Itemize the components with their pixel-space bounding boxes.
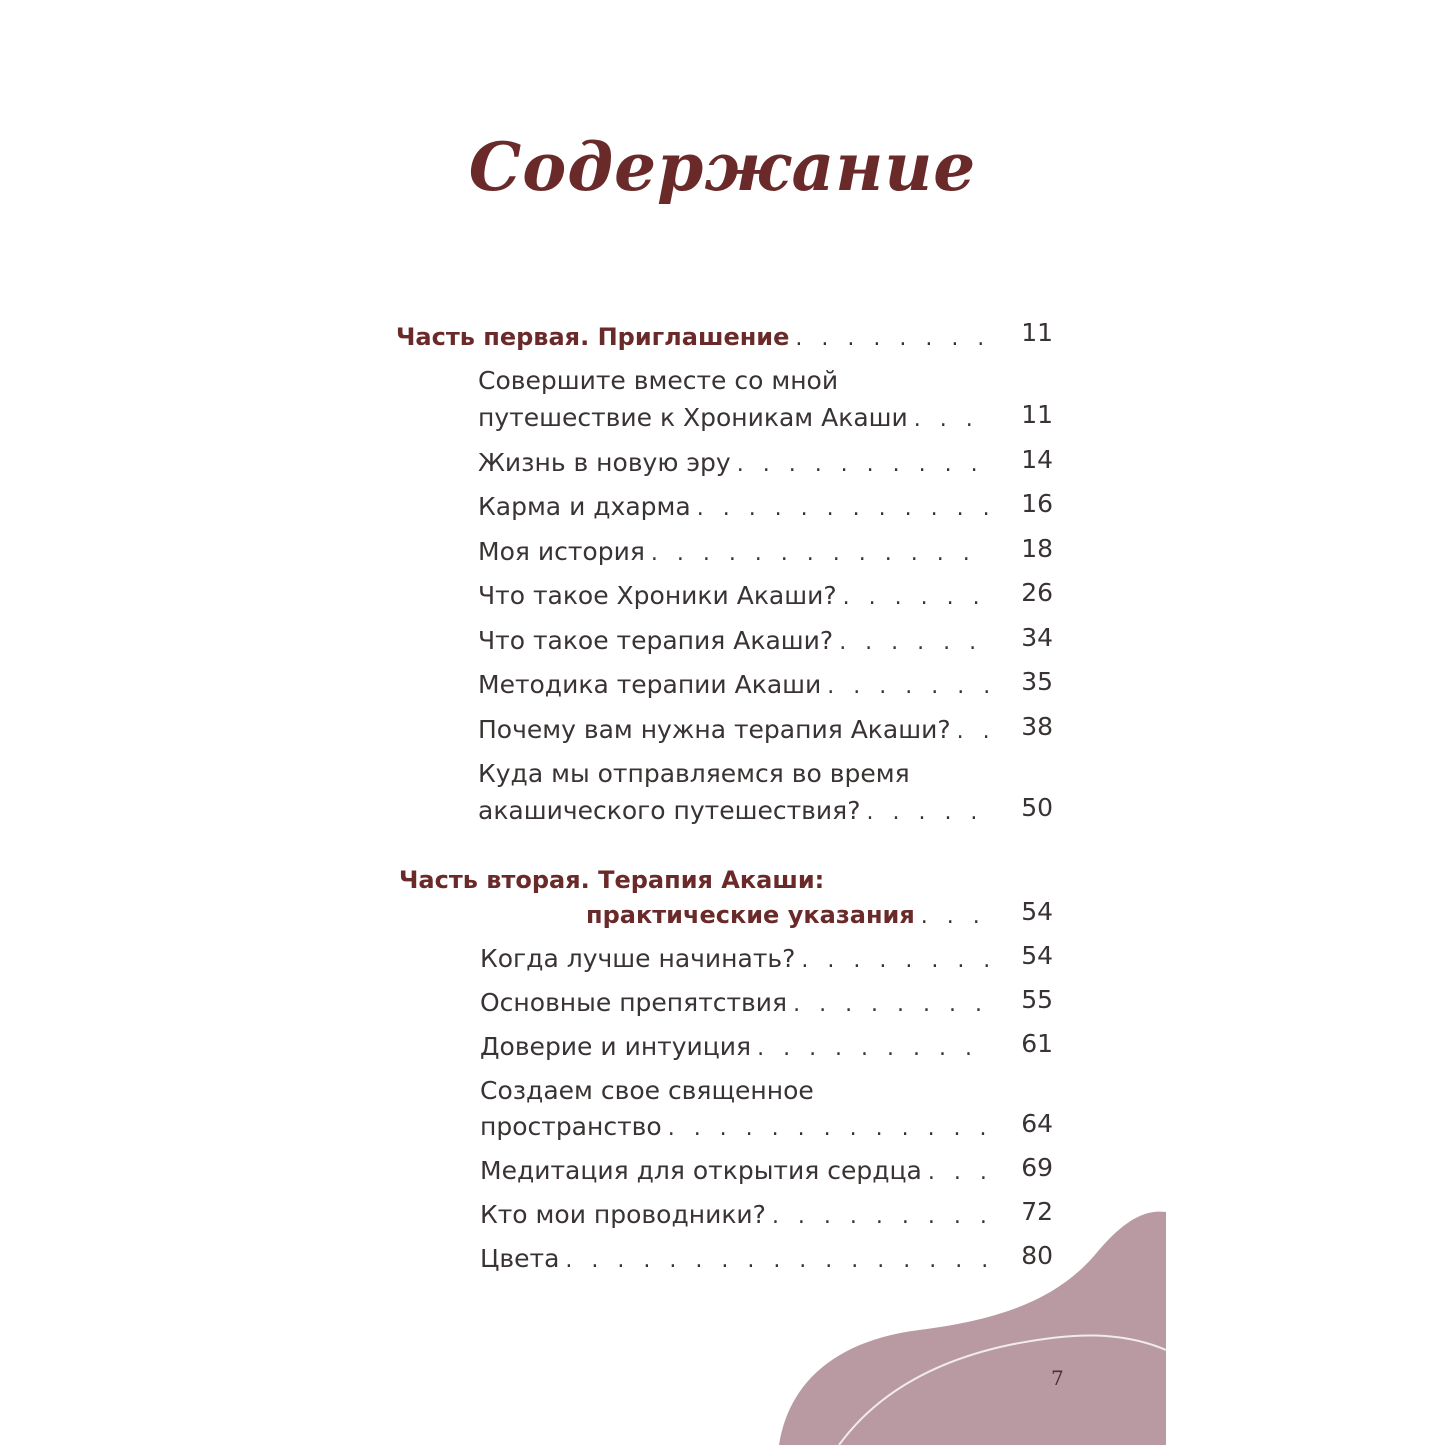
toc-entry: [478, 448, 988, 480]
toc-entry-line: Совершите вместе со мной: [478, 366, 839, 395]
toc-entry-page: 61: [1021, 1029, 1053, 1058]
toc-entry: [480, 1156, 988, 1188]
toc-entry-label: путешествие к Хроникам Акаши: [478, 403, 908, 432]
toc-entry-page: 69: [1021, 1153, 1053, 1182]
toc-part-2: [586, 900, 988, 932]
toc-part-1-title: Часть первая. Приглашение: [396, 323, 790, 351]
leader-dots: [565, 1246, 988, 1276]
toc-entry-label: Методика терапии Акаши: [478, 670, 822, 699]
leader-dots: [928, 1158, 988, 1188]
leader-dots: [914, 405, 988, 435]
toc-part-2-page: 54: [1021, 897, 1053, 926]
toc-part-1: [396, 322, 988, 354]
toc-entry-line: Создаем свое священное: [480, 1076, 814, 1105]
toc-entry: [480, 944, 988, 976]
toc-entry-line: Куда мы отправляемся во время: [478, 759, 910, 788]
toc-entry-page: 18: [1021, 534, 1053, 563]
leader-dots: [651, 539, 988, 569]
toc-entry-page: 35: [1021, 667, 1053, 696]
toc-entry-page: 26: [1021, 578, 1053, 607]
toc-entry-page: 55: [1021, 985, 1053, 1014]
leader-dots: [866, 798, 988, 828]
toc-entry: [478, 715, 988, 747]
toc-entry-page: 80: [1021, 1241, 1053, 1270]
toc-entry-page: 72: [1021, 1197, 1053, 1226]
page-title: Содержание: [468, 128, 977, 206]
leader-dots: [668, 1114, 988, 1144]
toc-entry: [480, 988, 988, 1020]
page-number: 7: [1051, 1366, 1064, 1390]
toc-entry: [480, 1112, 988, 1144]
toc-entry-label: Кто мои проводники?: [480, 1200, 766, 1229]
leader-dots: [737, 450, 988, 480]
toc-entry-label: Почему вам нужна терапия Акаши?: [478, 715, 951, 744]
toc-entry-label: пространство: [480, 1112, 662, 1141]
toc-entry-page: 54: [1021, 941, 1053, 970]
leader-dots: [843, 583, 988, 613]
toc-entry-label: Медитация для открытия сердца: [480, 1156, 922, 1185]
toc-entry-label: Что такое терапия Акаши?: [478, 626, 834, 655]
toc-entry-page: 64: [1021, 1109, 1053, 1138]
toc-entry: [480, 1244, 988, 1276]
toc-entry-label: Цвета: [480, 1244, 560, 1273]
toc-part-1-page: 11: [1021, 318, 1053, 347]
toc-entry-label: Основные препятствия: [480, 988, 788, 1017]
leader-dots: [827, 672, 988, 702]
toc-entry-page: 14: [1021, 445, 1053, 474]
toc-entry: [478, 537, 988, 569]
toc-entry-page: 34: [1021, 623, 1053, 652]
toc-entry-label: Когда лучше начинать?: [480, 944, 796, 973]
toc-entry: [478, 403, 988, 435]
table-of-contents: [279, 0, 1166, 1445]
toc-entry-page: 11: [1021, 400, 1053, 429]
toc-entry-label: Жизнь в новую эру: [478, 448, 731, 477]
toc-part-2-title-line: Часть вторая. Терапия Акаши:: [399, 866, 825, 894]
toc-entry: [478, 581, 988, 613]
toc-entry: [478, 626, 988, 658]
book-page: [279, 0, 1166, 1445]
toc-entry-page: 16: [1021, 489, 1053, 518]
toc-entry: [480, 1200, 988, 1232]
leader-dots: [801, 946, 988, 976]
toc-entry: [478, 492, 988, 524]
leader-dots: [839, 628, 988, 658]
toc-entry-label: Что такое Хроники Акаши?: [478, 581, 837, 610]
leader-dots: [795, 324, 988, 354]
toc-entry: [480, 1032, 988, 1064]
toc-entry-label: Доверие и интуиция: [480, 1032, 752, 1061]
leader-dots: [772, 1202, 988, 1232]
toc-entry: [478, 796, 988, 828]
leader-dots: [957, 717, 988, 747]
toc-entry: [478, 670, 988, 702]
toc-entry-label: Карма и дхарма: [478, 492, 691, 521]
leader-dots: [921, 902, 988, 932]
toc-entry-label: Моя история: [478, 537, 645, 566]
toc-part-2-title: практические указания: [586, 901, 915, 929]
leader-dots: [757, 1034, 988, 1064]
leader-dots: [697, 494, 988, 524]
toc-entry-page: 38: [1021, 712, 1053, 741]
toc-entry-page: 50: [1021, 793, 1053, 822]
leader-dots: [793, 990, 988, 1020]
toc-entry-label: акашического путешествия?: [478, 796, 861, 825]
